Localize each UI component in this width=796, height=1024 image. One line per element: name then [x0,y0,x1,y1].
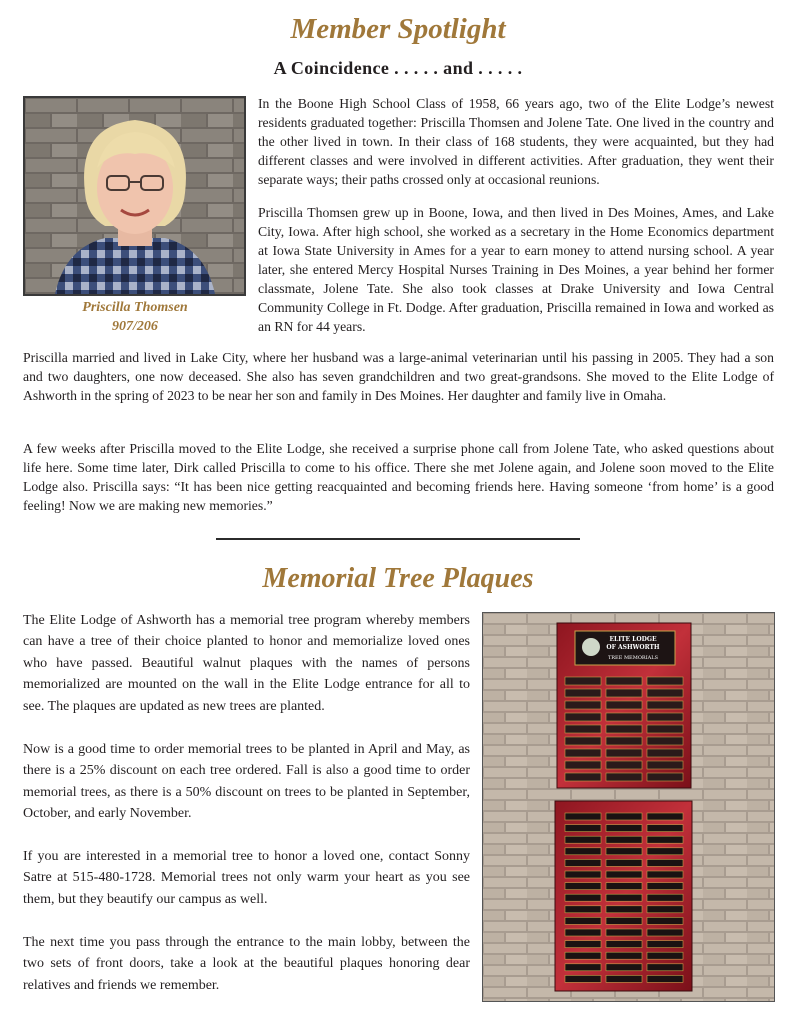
memorial-tree-plaques-heading: Memorial Tree Plaques [262,563,534,594]
upper-plaque-name-tags [565,677,683,781]
plaque-name-tag [565,761,601,769]
plaque-name-tag [647,836,683,843]
plaque-name-tag [606,952,642,959]
plaque-name-tag [647,773,683,781]
plaque-name-tag [565,825,601,832]
plaque-name-tag [606,749,642,757]
plaque-name-tag [565,871,601,878]
plaque-name-tag [647,725,683,733]
plaque-title-line2: OF ASHWORTH [606,644,660,651]
plaque-name-tag [606,941,642,948]
plaque-name-tag [565,964,601,971]
plaque-name-tag [606,761,642,769]
plaque-name-tag [565,883,601,890]
plaque-title-line3: TREE MEMORIALS [607,655,659,661]
plaque-name-tag [647,894,683,901]
plaque-name-tag [565,894,601,901]
spotlight-subtitle: A Coincidence . . . . . and . . . . . [273,58,523,78]
plaque-name-tag [647,871,683,878]
photo-caption-unit: 907/206 [112,319,158,334]
plaque-name-tag [647,761,683,769]
plaque-name-tag [565,836,601,843]
plaque-name-tag [647,825,683,832]
plaque-name-tag [647,917,683,924]
plaque-name-tag [565,773,601,781]
plaque-name-tag [565,701,601,709]
plaque-name-tag [606,848,642,855]
plaque-name-tag [606,975,642,982]
spotlight-paragraph-2: Priscilla Thomsen grew up in Boone, Iowa, and then lived in Des Moines, Ames, and Lake City, Iowa. After high school, she worked as a secretary in the Home Economics department at Iowa State University in Ames for a year to earn money to attend nursing school. A year later, she entered Mercy Hospital Nurses Training in Des Moines, a year behind her former classmate, Jolene Tate. She also took classes at Drake University and Iowa Central Community College in Ft. Dodge. After graduation, Priscilla remained in Iowa and worked as an RN for 44 years. [258,205,774,334]
plaque-name-tag [565,689,601,697]
plaque-name-tag [647,941,683,948]
plaque-name-tag [647,975,683,982]
plaque-name-tag [647,689,683,697]
plaque-name-tag [565,929,601,936]
member-spotlight-heading: Member Spotlight [290,13,506,45]
memorial-plaques-image [483,613,774,1001]
plaque-name-tag [647,701,683,709]
lower-plaque-name-tags [565,813,683,982]
section-divider [216,538,580,540]
plaque-name-tag [565,906,601,913]
plaque-name-tag [606,713,642,721]
plaque-name-tag [606,737,642,745]
plaque-name-tag [606,813,642,820]
plaque-name-tag [606,825,642,832]
memorial-paragraph-2: Now is a good time to order memorial trees to be planted in April and May, as there is a 25% discount on each tree ordered. Fall is also a good time to order memorial trees, as there is a 50% discount on trees to be planted in September, October, and early November. [23,742,470,822]
plaque-name-tag [565,859,601,866]
plaque-name-tag [565,941,601,948]
portrait-image [25,98,244,294]
memorial-paragraph-1: The Elite Lodge of Ashworth has a memorial tree program whereby members can have a tree of their choice planted to honor and memorialize loved ones who have passed. Beautiful walnut plaques with the names of persons memorialized are mounted on the wall in the Elite Lodge entrance for all to see. The plaques are updated as new trees are planted. [23,613,470,714]
memorial-plaques-photo [482,612,775,1002]
plaque-name-tag [565,737,601,745]
plaque-name-tag [606,871,642,878]
plaque-name-tag [606,906,642,913]
plaque-name-tag [606,677,642,685]
plaque-name-tag [647,859,683,866]
plaque-name-tag [647,749,683,757]
plaque-name-tag [606,883,642,890]
plaque-name-tag [606,689,642,697]
plaque-name-tag [565,917,601,924]
plaque-name-tag [565,749,601,757]
plaque-title-line1: ELITE LODGE [609,636,657,643]
plaque-name-tag [647,906,683,913]
plaque-name-tag [647,848,683,855]
plaque-name-tag [565,952,601,959]
plaque-name-tag [565,725,601,733]
spotlight-paragraph-4: A few weeks after Priscilla moved to the Elite Lodge, she received a surprise phone call from Jolene Tate, who asked questions about life here. Some time later, Dirk called Priscilla to come to his office. There she met Jolene again, and Jolene soon moved to the Elite Lodge also. Priscilla says: “It has been nice getting reacquainted and becoming friends here. Having someone ‘from home’ is a good feeling! Now we are making new memories.” [23,441,774,513]
memorial-paragraph-4: The next time you pass through the entrance to the main lobby, between the two sets of front doors, take a look at the beautiful plaques honoring dear relatives and friends we remember. [23,935,470,993]
plaque-name-tag [606,929,642,936]
plaque-name-tag [647,813,683,820]
plaque-name-tag [647,952,683,959]
plaque-name-tag [565,813,601,820]
plaque-name-tag [606,773,642,781]
plaque-name-tag [606,725,642,733]
plaque-name-tag [565,975,601,982]
plaque-name-tag [565,713,601,721]
plaque-name-tag [647,929,683,936]
plaque-name-tag [606,859,642,866]
plaque-name-tag [647,737,683,745]
plaque-name-tag [647,964,683,971]
plaque-name-tag [606,917,642,924]
memorial-paragraph-3: If you are interested in a memorial tree to honor a loved one, contact Sonny Satre at 515-480-1728. Memorial trees not only warm your heart as you see them, but they beautify our campus as well. [23,849,470,907]
spotlight-paragraph-3: Priscilla married and lived in Lake City, where her husband was a large-animal veterinarian until his passing in 2005. They had a son and two daughters, one now deceased. She also has seven grandchildren and two great-grandsons. She moved to the Elite Lodge of Ashworth in the spring of 2023 to be near her son and family in Des Moines. Her daughter and family live in Omaha. [23,350,774,403]
plaque-name-tag [565,677,601,685]
plaque-name-tag [565,848,601,855]
plaque-name-tag [647,883,683,890]
photo-caption-name: Priscilla Thomsen [82,300,188,315]
plaque-name-tag [606,836,642,843]
plaque-name-tag [606,701,642,709]
portrait-photo [23,96,246,296]
plaque-name-tag [606,894,642,901]
plaque-name-tag [647,677,683,685]
spotlight-paragraph-1: In the Boone High School Class of 1958, 66 years ago, two of the Elite Lodge’s newest residents graduated together: Priscilla Thomsen and Jolene Tate. One lived in the country and the other lived in town. In their class of 168 students, they were acquainted, but they had different classes and were involved in different activities. After graduation, they went their separate ways; their paths crossed only at occasional reunions. [258,96,774,187]
plaque-name-tag [647,713,683,721]
plaque-name-tag [606,964,642,971]
